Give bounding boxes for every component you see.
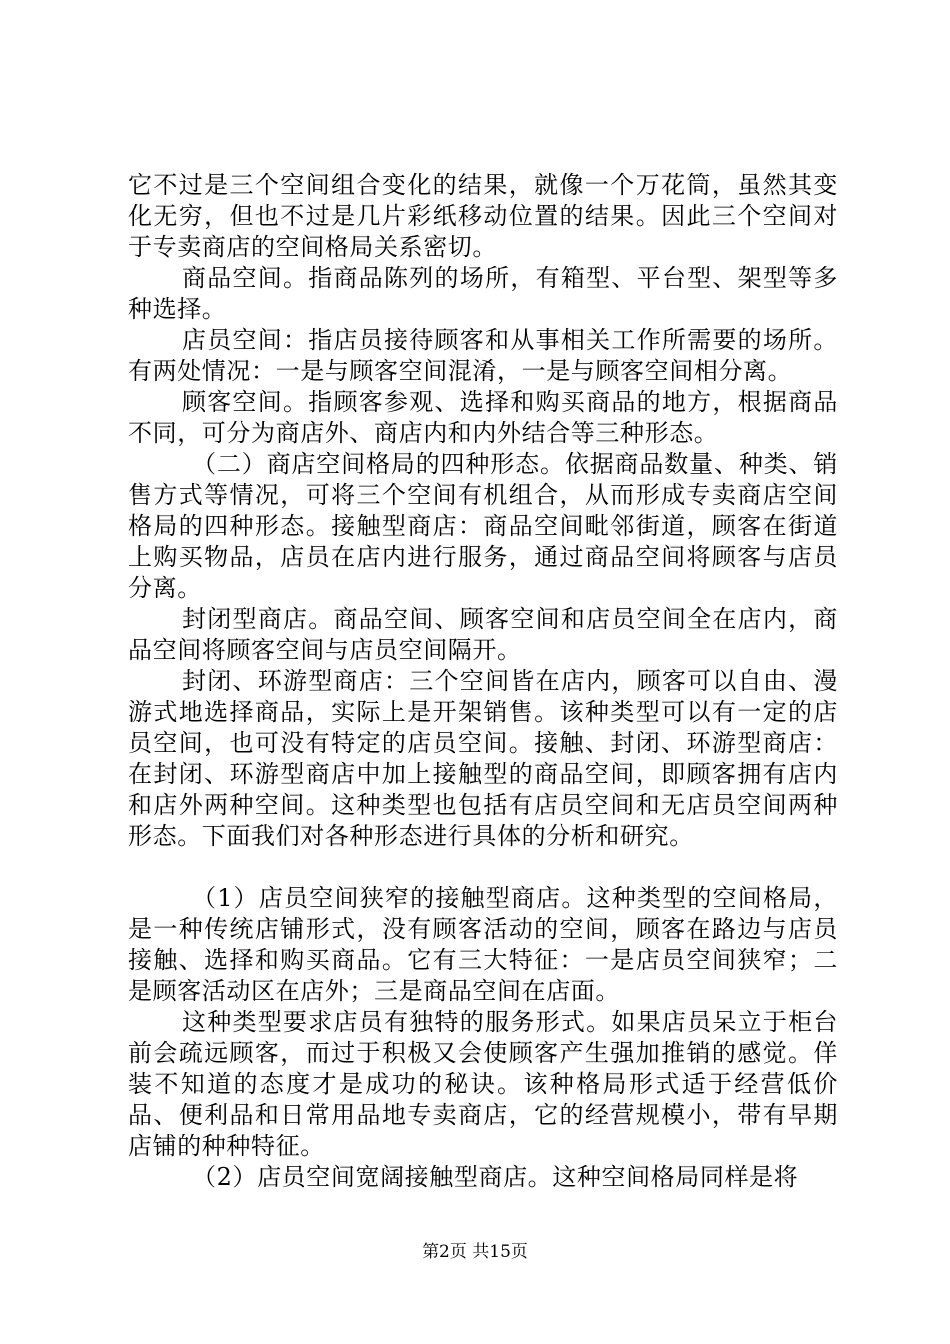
paragraph-4: 顾客空间。指顾客参观、选择和购买商品的地方，根据商品不同，可分为商店外、商店内和内外结合等三种形态。: [128, 388, 838, 447]
page-footer: 第2页 共15页: [422, 1242, 528, 1262]
paragraph-6: 封闭型商店。商品空间、顾客空间和店员空间全在店内，商品空间将顾客空间与店员空间隔开。: [128, 605, 838, 664]
paragraph-8: （1）店员空间狭窄的接触型商店。这种类型的空间格局，是一种传统店铺形式，没有顾客活动的空间，顾客在路边与店员接触、选择和购买商品。它有三大特征：一是店员空间狭窄；二是顾客活动区在店外；三是商品空间在店面。: [128, 884, 838, 1005]
paragraph-1: 它不过是三个空间组合变化的结果，就像一个万花筒，虽然其变化无穷，但也不过是几片彩纸移动位置的结果。因此三个空间对于专卖商店的空间格局关系密切。: [128, 171, 838, 261]
paragraph-10: （2）店员空间宽阔接触型商店。这种空间格局同样是将: [192, 1163, 799, 1191]
paragraph-5: （二）商店空间格局的四种形态。依据商品数量、种类、销售方式等情况，可将三个空间有机组合，从而形成专卖商店空间格局的四种形态。接触型商店：商品空间毗邻街道，顾客在街道上购买物品，店员在店内进行服务，通过商品空间将顾客与店员分离。: [128, 450, 838, 602]
paragraph-2: 商品空间。指商品陈列的场所，有箱型、平台型、架型等多种选择。: [128, 264, 838, 323]
paragraph-gap: [128, 852, 838, 883]
paragraph-3: 店员空间：指店员接待顾客和从事相关工作所需要的场所。有两处情况：一是与顾客空间混淆，一是与顾客空间相分离。: [128, 326, 838, 385]
document-body: [128, 170, 838, 1193]
paragraph-7: 封闭、环游型商店：三个空间皆在店内，顾客可以自由、漫游式地选择商品，实际上是开架销售。该种类型可以有一定的店员空间，也可没有特定的店员空间。接触、封闭、环游型商店：在封闭、环游型商店中加上接触型的商品空间，即顾客拥有店内和店外两种空间。这种类型也包括有店员空间和无店员空间两种形态。下面我们对各种形态进行具体的分析和研究。: [128, 667, 838, 850]
paragraph-9: 这种类型要求店员有独特的服务形式。如果店员呆立于柜台前会疏远顾客，而过于积极又会使顾客产生强加推销的感觉。佯装不知道的态度才是成功的秘诀。该种格局形式适于经营低价品、便利品和日常用品地专卖商店，它的经营规模小，带有早期店铺的种种特征。: [128, 1008, 838, 1160]
